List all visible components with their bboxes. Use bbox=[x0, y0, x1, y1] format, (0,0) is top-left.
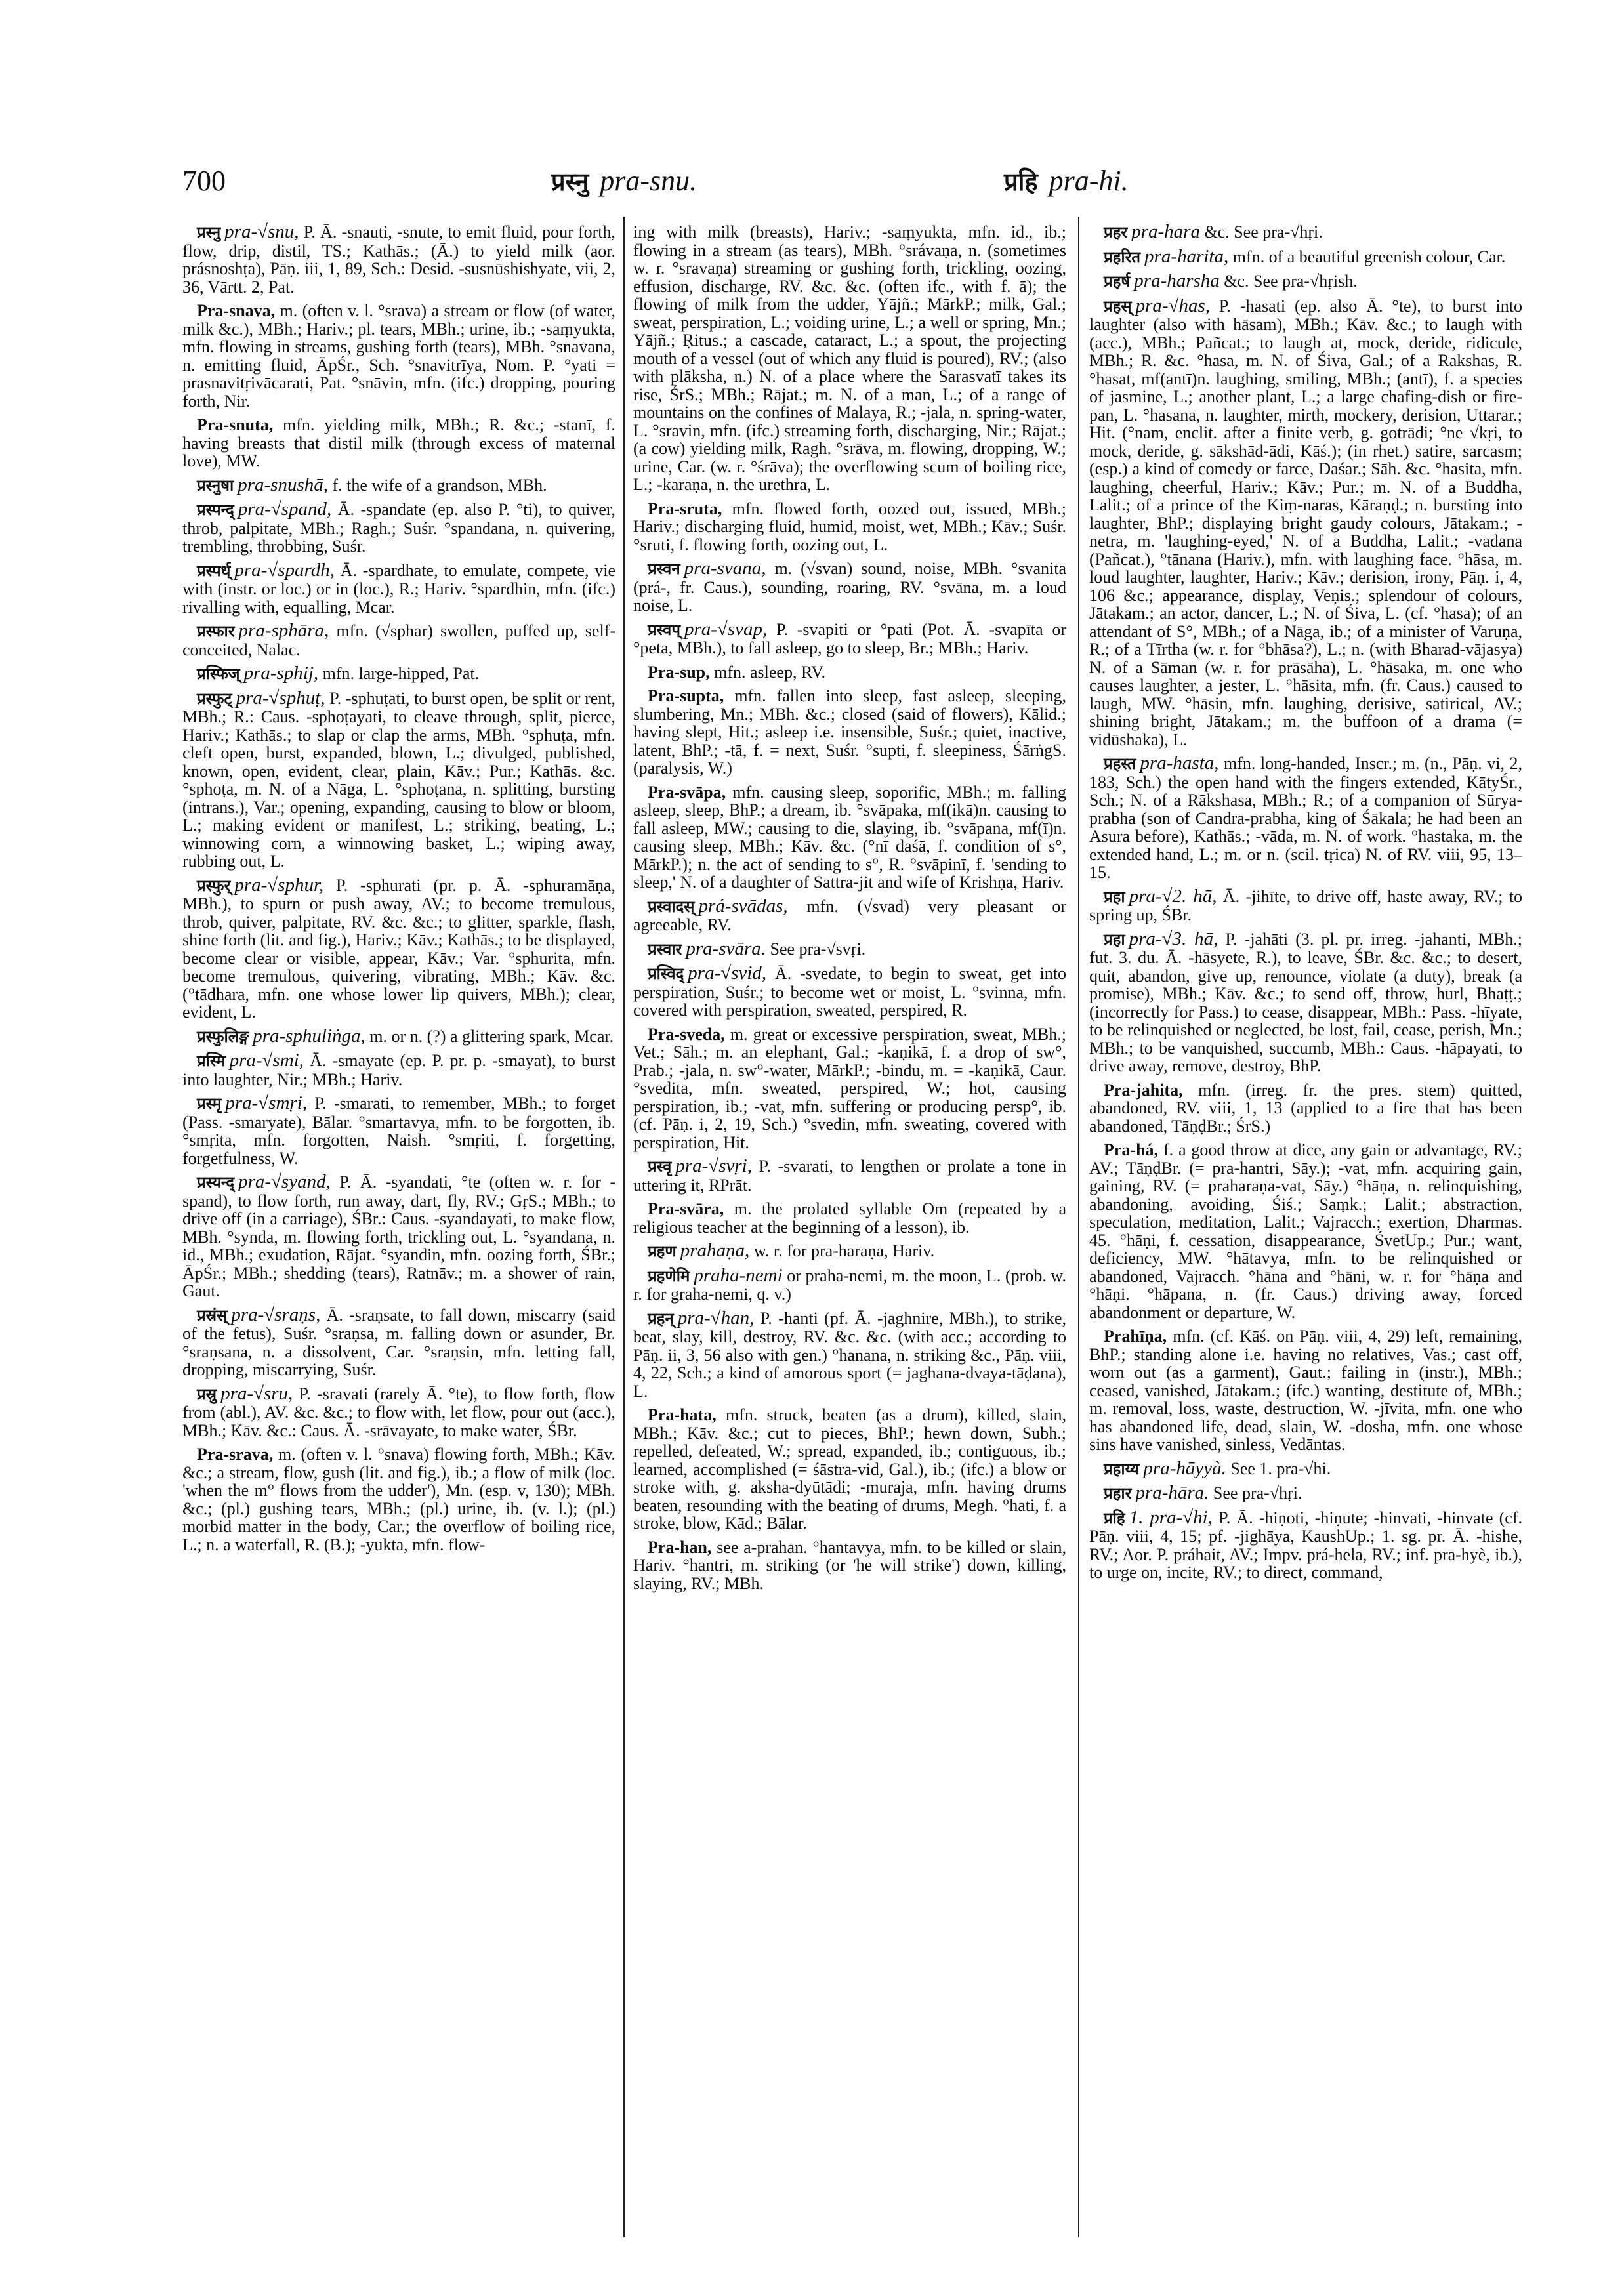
page-number: 700 bbox=[182, 165, 226, 197]
dictionary-subentry bbox=[1089, 1141, 1522, 1321]
entry-definition: P. -sphuṭati, to burst open, be split or rent, MBh.; R.: Caus. -sphoṭayati, to cleave through, split, pierce, Hariv.; Kathās.; to slap or clap the arms, MBh. °sphuṭa, mfn. cleft open, burst, expanded, blown, L.; divulged, published, known, open, evident, clear, plain, Kāv.; Pur.; Kathās. &c. °sphoṭa, m. N. of a Nāga, L. °sphoṭana, n. splitting, bursting (intrans.), Var.; opening, expanding, causing to blow or bloom, L.; making evident or manifest, L.; striking, beating, L.; winnowing corn, a winnowing basket, L.; wiping away, rubbing out, L. bbox=[182, 688, 615, 871]
entry-definition: mfn. yielding milk, MBh.; R. &c.; -stanī, f. having breasts that distil milk (through excess of maternal love), MW. bbox=[182, 415, 616, 470]
entry-definition: mfn. flowed forth, oozed out, issued, MBh.; Hariv.; discharging fluid, humid, moist, wet, MBh.; Kāv.; Suśr. °sruti, f. flowing forth, oozing out, L. bbox=[633, 499, 1066, 554]
headword-transliteration: pra-√sphuṭ, bbox=[236, 687, 325, 709]
dictionary-entry bbox=[1089, 1457, 1522, 1479]
dictionary-entry bbox=[182, 501, 615, 556]
subentry-headword: Pra-snava, bbox=[197, 301, 276, 320]
headword-transliteration: 1. pra-√hi, bbox=[1129, 1506, 1213, 1528]
dictionary-entry bbox=[1089, 272, 1522, 291]
running-head-devanagari: प्रस्नु bbox=[551, 167, 589, 196]
headword-devanagari: प्रस्मि bbox=[197, 1052, 226, 1070]
entry-definition: P. -sphurati (pr. p. Ā. -sphuramāṇa, MBh.), to spurn or push away, AV.; to become tremulous, throb, quiver, palpitate, RV. &c. &c.; to glitter, sparkle, flash, shine forth (lit. and fig.), Hariv.; Kāv.; Kathās.; to be displayed, become clear or visible, appear, Kāv.; Var. °sphurita, mfn. become tremulous, quivering, vibrating, MBh.; Kāv. &c. (°tādhara, mfn. one whose lower lip quivers, MBh.); clear, evident, L. bbox=[182, 875, 616, 1022]
headword-devanagari: प्रहाय्य bbox=[1104, 1459, 1140, 1478]
headword-devanagari: प्रहस्त bbox=[1104, 755, 1136, 773]
headword-transliteration: pra-sphuliṅga, bbox=[253, 1025, 365, 1046]
subentry-headword: Prahīṇa, bbox=[1104, 1327, 1167, 1346]
headword-devanagari: प्रस्वन bbox=[648, 560, 680, 578]
headword-transliteration: pra-hara bbox=[1131, 221, 1200, 242]
headword-devanagari: प्रस्रु bbox=[197, 1384, 217, 1403]
subentry-headword: Pra-svāra, bbox=[648, 1199, 724, 1218]
headword-devanagari: प्रस्पन्द् bbox=[197, 501, 234, 519]
entry-definition: m. the prolated syllable Om (repeated by a religious teacher at the beginning of a lesson), ib. bbox=[633, 1199, 1066, 1237]
subentry-headword: Pra-svāpa, bbox=[648, 782, 726, 802]
dictionary-subentry bbox=[633, 1406, 1066, 1533]
column-divider bbox=[623, 217, 625, 2237]
subentry-headword: Pra-hata, bbox=[648, 1405, 717, 1424]
headword-devanagari: प्रस्वादस् bbox=[648, 897, 695, 916]
headword-transliteration: prahaṇa, bbox=[680, 1240, 750, 1261]
headword-transliteration: prá-svādas, bbox=[698, 895, 788, 917]
dictionary-entry bbox=[182, 1027, 615, 1046]
entry-definition: Ā. -spardhate, to emulate, compete, vie with (instr. or loc.) or in (loc.), R.; Hariv. °spardhin, mfn. (ifc.) rivalling with, equalling, Mcar. bbox=[182, 560, 615, 617]
dictionary-entry bbox=[182, 1173, 615, 1300]
headword-devanagari: प्रहि bbox=[1104, 1508, 1125, 1527]
dictionary-entry bbox=[633, 618, 1066, 657]
headword-transliteration: pra-√sphur, bbox=[234, 874, 324, 896]
entry-definition: P. -jahāti (3. pl. pr. irreg. -jahanti, MBh.; fut. 3. du. Ā. -hāsyete, R.), to leave, ŚBr. &c. &c.; to desert, quit, abandon, give up, renounce, violate (a duty), break (a promise), MBh.; Kāv. &c.; to send off, throw, hurl, Bhaṭṭ.; (incorrectly for Pass.) to cease, disappear, MBh.: Pass. -hīyate, to be relinquished or neglected, be lost, fail, cease, perish, Mn.; MBh.; to be vanquished, succumb, MBh.: Caus. -hāpayati, to drive away, remove, destroy, BhP. bbox=[1089, 929, 1523, 1075]
dictionary-entry-continued bbox=[633, 223, 1066, 494]
headword-transliteration: pra-√sru, bbox=[220, 1382, 293, 1404]
column-2 bbox=[633, 223, 1066, 1598]
headword-transliteration: pra-sphāra, bbox=[238, 620, 329, 641]
dictionary-entry bbox=[182, 559, 615, 617]
entry-definition: or praha-nemi, m. the moon, L. (prob. w. r. for graha-nemi, q. v.) bbox=[633, 1266, 1067, 1304]
headword-devanagari: प्रस्रंस् bbox=[197, 1306, 228, 1325]
dictionary-subentry bbox=[633, 1539, 1066, 1593]
headword-transliteration: pra-svāra. bbox=[686, 938, 766, 959]
headword-transliteration: pra-hāyyà. bbox=[1143, 1457, 1226, 1479]
entry-definition: P. -sravati (rarely Ā. °te), to flow forth, flow from (abl.), AV. &c. &c.; to flow with, let flow, pour out (acc.), MBh.; Kāv. &c.: Caus. Ā. -srāvayate, to make water, ŚBr. bbox=[182, 1384, 615, 1440]
dictionary-entry bbox=[182, 665, 615, 684]
subentry-headword: Pra-sveda, bbox=[648, 1024, 725, 1044]
dictionary-entry bbox=[1089, 297, 1522, 749]
subentry-headword: Pra-supta, bbox=[648, 686, 724, 705]
entry-definition: Ā. -smayate (ep. P. pr. p. -smayat), to burst into laughter, Nir.; MBh.; Hariv. bbox=[182, 1051, 615, 1089]
entry-definition: ing with milk (breasts), Hariv.; -saṃyukta, mfn. id., ib.; flowing in a stream (as tears), MBh. °srávaṇa, n. (sometimes w. r. °sravaṇa) streaming or gushing forth, trickling, oozing, effusion, discharge, RV. &c. &c. (often ifc., with f. ā); the flowing of milk from the udder, Yājñ.; MārkP.; milk, Gal.; sweat, perspiration, L.; voiding urine, L.; a well or spring, Mn.; Yājñ.; Ṛitus.; a cascade, cataract, L.; a spout, the projecting mouth of a vessel (out of which any fluid is poured), RV.; (also with plāksha, n.) N. of a place where the Sarasvatī takes its rise, ŚrS.; MBh.; Rājat.; m. N. of a man, L.; of a range of mountains on the confines of Malaya, R.; -jala, n. spring-water, L. °sravin, mfn. (ifc.) streaming forth, discharging, Nir.; Rājat.; (a cow) yielding milk, Ragh. °srāva, m. flowing, dropping, W.; urine, Car. (w. r. °śrāva); the overflowing scum of boiling rice, L.; -karaṇa, n. the urethra, L. bbox=[633, 222, 1066, 494]
dictionary-entry bbox=[1089, 885, 1523, 924]
entry-definition: see a-prahan. °hantavya, mfn. to be killed or slain, Hariv. °hantri, m. striking (or 'he will strike') down, killing, slaying, RV.; MBh. bbox=[633, 1537, 1067, 1593]
dictionary-subentry bbox=[633, 500, 1066, 554]
headword-transliteration: pra-√smi, bbox=[229, 1050, 304, 1071]
headword-transliteration: pra-sphij, bbox=[243, 663, 319, 684]
entry-definition: f. the wife of a grandson, MBh. bbox=[332, 475, 547, 495]
entry-definition: mfn. of a beautiful greenish colour, Car. bbox=[1232, 247, 1506, 266]
entry-definition: Ā. -spandate (ep. also P. °ti), to quiver, throb, palpitate, MBh.; Ragh.; Suśr. °spandana, n. quivering, trembling, throbbing, Suśr. bbox=[182, 500, 615, 556]
dictionary-subentry bbox=[633, 1200, 1066, 1236]
entry-definition: See pra-√svṛi. bbox=[770, 939, 866, 959]
entry-definition: mfn. (√svad) very pleasant or agreeable, RV. bbox=[633, 896, 1066, 934]
headword-transliteration: pra-snushā, bbox=[238, 474, 328, 495]
entry-definition: See 1. pra-√hi. bbox=[1230, 1458, 1331, 1478]
entry-definition: mfn. (√sphar) swollen, puffed up, self-conceited, Nalac. bbox=[182, 621, 615, 659]
dictionary-entry bbox=[633, 964, 1066, 1020]
dictionary-entry bbox=[182, 622, 615, 659]
dictionary-subentry bbox=[182, 1445, 615, 1554]
headword-devanagari: प्रहस् bbox=[1104, 297, 1132, 316]
headword-transliteration: pra-√spand, bbox=[238, 499, 332, 520]
entry-definition: &c. See pra-√hṛi. bbox=[1204, 222, 1323, 241]
headword-transliteration: pra-√snu, bbox=[224, 221, 299, 242]
entry-definition: See pra-√hṛi. bbox=[1213, 1483, 1302, 1502]
dictionary-subentry bbox=[1089, 1081, 1522, 1136]
dictionary-subentry bbox=[633, 783, 1066, 892]
entry-definition: m. great or excessive perspiration, sweat, MBh.; Vet.; Sāh.; m. an elephant, Gal.; -kaṇikā, f. a drop of sw°, Prab.; -jala, n. sw°-water, MārkP.; -bindu, m. = -kaṇikā, Caur. °svedita, mfn. sweated, perspired, W.; hot, causing perspiration, ib.; -vat, mfn. suffering or producing persp°, ib. (cf. Pāṇ. i, 2, 19, Sch.) °svedin, mfn. sweating, covered with perspiration, Hit. bbox=[633, 1024, 1066, 1152]
dictionary-subentry bbox=[1089, 1327, 1522, 1454]
entry-definition: P. Ā. -snauti, -snute, to emit fluid, pour forth, flow, drip, distil, TS.; Kathās.; (Ā.) to yield milk (aor. prásnoshṭa), Pāṇ. iii, 1, 89, Sch.: Desid. -susnūshishyate, vii, 2, 36, Vārtt. 2, Pat. bbox=[182, 222, 615, 297]
entry-definition: P. Ā. -hiṇoti, -hiṇute; -hinvati, -hinvate (cf. Pāṇ. viii, 4, 15; pf. -jighāya, KaushUp.; 1. sg. pr. Ā. -hishe, RV.; Aor. P. práhait, AV.; Impv. prá-hela, RV.; inf. pra-hyè, ib.), to urge on, incite, RV.; to direct, command, bbox=[1089, 1508, 1522, 1582]
headword-devanagari: प्रस्फुलिङ्ग bbox=[197, 1027, 249, 1046]
dictionary-entry bbox=[1089, 245, 1522, 267]
entry-definition: Ā. -svedate, to begin to sweat, get into perspiration, Suśr.; to become wet or moist, L. °svinna, mfn. covered with perspiration, sweated, perspired, R. bbox=[633, 964, 1066, 1020]
running-head-transliteration: pra-hi. bbox=[1049, 165, 1129, 197]
dictionary-entry bbox=[633, 1242, 1066, 1261]
entry-definition: mfn. long-handed, Inscr.; m. (n., Pāṇ. vi, 2, 183, Sch.) the open hand with the fingers extended, KātyŚr., Sch.; N. of a Rākshasa, MBh.; R.; of a companion of Sūrya-prabha (son of Candra-prabha, king of Śākala; he had been an Asura before), Kathās.; -vāda, m. N. of work. °hastaka, m. the extended hand, L.; m. or n. (scil. tṛica) N. of RV. viii, 95, 13–15. bbox=[1089, 754, 1523, 882]
headword-transliteration: pra-svana, bbox=[684, 558, 766, 579]
dictionary-subentry bbox=[182, 302, 615, 410]
entry-definition: mfn. causing sleep, soporific, MBh.; m. falling asleep, sleep, BhP.; a dream, ib. °svāpaka, mf(ikā)n. causing to fall asleep, MW.; causing to die, slaying, ib. °svāpana, mf(ī)n. causing sleep, MBh.; Kāv. &c. (°nī daśā, f. condition of s°, MārkP.); n. the act of sending to s°, R. °svāpinī, f. 'sending to sleep,' N. of a daughter of Sattra-jit and wife of Krishṇa, Hariv. bbox=[633, 782, 1066, 892]
entry-definition: mfn. (irreg. fr. the pres. stem) quitted, abandoned, RV. viii, 1, 13 (applied to a fire that has been abandoned, TāṇḍBr.; ŚrS.) bbox=[1089, 1080, 1523, 1136]
entry-definition: mfn. struck, beaten (as a drum), killed, slain, MBh.; Kāv. &c.; cut to pieces, BhP.; hewn down, Subh.; repelled, defeated, W.; spread, expanded, ib.; contiguous, ib.; learned, accomplished (= śāstra-vid, Gal.), ib.; (ifc.) a blow or stroke with, g. aksha-dyūtādi; -muraja, mfn. having drums beaten, resounding with the beating of drums, Megh. °hati, f. a stroke, blow, Kād.; Bālar. bbox=[633, 1405, 1067, 1533]
column-3 bbox=[1089, 223, 1522, 1588]
subentry-headword: Pra-snuta, bbox=[197, 415, 274, 434]
entry-definition: m. or n. (?) a glittering spark, Mcar. bbox=[369, 1026, 614, 1046]
headword-devanagari: प्रस्नु bbox=[197, 223, 221, 241]
headword-devanagari: प्रस्नुषा bbox=[197, 476, 234, 495]
subentry-headword: Pra-jahita, bbox=[1104, 1080, 1183, 1100]
dictionary-entry bbox=[182, 476, 615, 495]
headword-devanagari: प्रस्फार bbox=[197, 622, 235, 640]
headword-devanagari: प्रस्पर्ध् bbox=[197, 561, 231, 580]
headword-devanagari: प्रस्फुट् bbox=[197, 689, 232, 708]
column-divider bbox=[1078, 217, 1079, 2237]
headword-devanagari: प्रहरित bbox=[1104, 247, 1141, 266]
headword-devanagari: प्रहन् bbox=[648, 1309, 674, 1328]
entry-definition: P. Ā. -syandati, °te (often w. r. for -spand), to flow forth, run away, dart, fly, RV.; GṛS.; MBh.; to drive off (in a carriage), ŚBr.: Caus. -syandayati, to make flow, MBh. °synda, m. flowing forth, trickling out, L. °syandana, n. id., MBh.; exudation, Rājat. °syandin, mfn. oozing forth, ŚBr.; ĀpŚr.; MBh.; shedding (tears), Ratnāv.; m. a shower of rain, Gaut. bbox=[182, 1172, 616, 1300]
dictionary-subentry bbox=[182, 416, 615, 470]
subentry-headword: Pra-sup, bbox=[648, 662, 710, 682]
headword-devanagari: प्रस्यन्द् bbox=[197, 1173, 235, 1191]
entry-definition: P. -hanti (pf. Ā. -jaghnire, MBh.), to strike, beat, slay, kill, destroy, RV. &c. &c. (with acc.; according to Pāṇ. ii, 3, 56 also with gen.) °hanana, n. striking &c., Pāṇ. viii, 4, 22, Sch.; a kind of amorous sport (= jaghana-dvaya-tāḍana), L. bbox=[633, 1308, 1067, 1401]
dictionary-entry bbox=[1089, 223, 1522, 242]
headword-transliteration: pra-√2. hā, bbox=[1129, 885, 1217, 907]
entry-definition: Ā. -jihīte, to drive off, haste away, RV.; to spring up, ŚBr. bbox=[1089, 886, 1523, 924]
entry-definition: &c. See pra-√hṛish. bbox=[1224, 272, 1358, 291]
running-head-transliteration: pra-snu. bbox=[600, 165, 697, 197]
headword-devanagari: प्रहण bbox=[648, 1242, 677, 1260]
dictionary-entry bbox=[182, 223, 615, 296]
dictionary-entry bbox=[1089, 755, 1522, 882]
headword-transliteration: pra-√svid, bbox=[688, 962, 767, 983]
subentry-headword: Pra-han, bbox=[648, 1537, 712, 1557]
entry-definition: P. -smarati, to remember, MBh.; to forget (Pass. -smaryate), Bālar. °smartavya, mfn. to be forgotten, ib. °smṛita, mfn. forgotten, Naish. °smṛiti, f. forgetting, forgetfulness, W. bbox=[182, 1094, 615, 1168]
dictionary-entry bbox=[182, 1306, 615, 1379]
dictionary-entry bbox=[1089, 1506, 1522, 1582]
dictionary-subentry bbox=[633, 687, 1066, 777]
entry-definition: f. a good throw at dice, any gain or advantage, RV.; AV.; TāṇḍBr. (= pra-hantri, Sāy.); -vat, mfn. acquiring gain, gaining, RV. (= praharaṇa-vat, Sāy.) °hāṇa, n. relinquishing, abandoning, avoiding, Śiś.; Saṃk.; Lalit.; abstraction, speculation, meditation, Lalit.; Vajracch.; exertion, Dharmas. 45. °hāṇi, f. cessation, disappearance, ŚvetUp.; Pur.; want, deficiency, MW. °hātavya, mfn. to be relinquished or abandoned, Vajracch. °hāna and °hāni, w. r. for °hāṇa and °hāṇi. °hāpana, n. (fr. Caus.) driving away, forced abandonment or departure, W. bbox=[1089, 1140, 1522, 1322]
headword-devanagari: प्रस्मृ bbox=[197, 1094, 222, 1113]
headword-transliteration: pra-√3. hā, bbox=[1129, 928, 1218, 949]
running-head-devanagari: प्रहि bbox=[1004, 167, 1038, 196]
headword-devanagari: प्रस्वार bbox=[648, 940, 682, 959]
entry-definition: mfn. fallen into sleep, fast asleep, sleeping, slumbering, Mn.; MBh. &c.; closed (said of flowers), Kālid.; having slept, Hit.; asleep i.e. insensible, Suśr.; quiet, inactive, latent, BhP.; -tā, f. = next, Suśr. °supti, f. sleepiness, ŚārṅgS. (paralysis, W.) bbox=[633, 686, 1066, 777]
dictionary-entry bbox=[182, 1094, 615, 1167]
headword-transliteration: pra-√smṛi, bbox=[225, 1092, 308, 1113]
running-head-first-entry bbox=[551, 164, 697, 198]
headword-devanagari: प्रहार bbox=[1104, 1484, 1132, 1502]
dictionary-entry bbox=[633, 560, 1066, 615]
headword-transliteration: pra-√spardh, bbox=[234, 559, 335, 581]
subentry-headword: Pra-sruta, bbox=[648, 499, 722, 518]
entry-definition: P. -svarati, to lengthen or prolate a tone in uttering it, RPrāt. bbox=[633, 1157, 1067, 1195]
column-1 bbox=[182, 223, 615, 1560]
entry-definition: m. (√svan) sound, noise, MBh. °svanita (prá-, fr. Caus.), sounding, roaring, RV. °svāna, m. a loud noise, L. bbox=[633, 559, 1066, 615]
subentry-headword: Pra-há, bbox=[1104, 1140, 1159, 1159]
entry-definition: w. r. for pra-haraṇa, Hariv. bbox=[753, 1241, 935, 1260]
dictionary-entry bbox=[1089, 930, 1522, 1075]
dictionary-entry bbox=[182, 1052, 615, 1088]
headword-transliteration: pra-harsha bbox=[1134, 270, 1220, 291]
headword-transliteration: pra-√sraṇs, bbox=[231, 1304, 321, 1325]
headword-transliteration: pra-harita, bbox=[1144, 245, 1229, 267]
dictionary-entry bbox=[633, 1307, 1067, 1401]
dictionary-entry bbox=[633, 940, 1066, 959]
headword-devanagari: प्रस्फिज् bbox=[197, 665, 240, 683]
running-head-last-entry bbox=[1004, 164, 1129, 198]
headword-devanagari: प्रहा bbox=[1104, 887, 1125, 906]
headword-devanagari: प्रस्विद् bbox=[648, 964, 684, 983]
dictionary-entry bbox=[1089, 1484, 1522, 1503]
subentry-headword: Pra-srava, bbox=[197, 1445, 274, 1464]
dictionary-entry bbox=[633, 895, 1066, 934]
headword-transliteration: pra-hasta, bbox=[1140, 753, 1219, 774]
dictionary-subentry bbox=[633, 663, 1066, 682]
entry-definition: P. -svapiti or °pati (Pot. Ā. -svapīta or °peta, MBh.), to fall asleep, go to sleep, Br.; MBh.; Hariv. bbox=[633, 619, 1066, 657]
headword-devanagari: प्रस्वृ bbox=[648, 1157, 672, 1176]
dictionary-entry bbox=[182, 874, 616, 1022]
entry-definition: Ā. -sraṇsate, to fall down, miscarry (said of the fetus), Suśr. °sraṇsa, m. falling down or asunder, Br. °sraṇsana, n. a dissolvent, Car. °sraṇsin, mfn. letting fall, dropping, miscarrying, Suśr. bbox=[182, 1305, 615, 1379]
dictionary-entry bbox=[633, 1157, 1066, 1194]
dictionary-subentry bbox=[633, 1025, 1066, 1152]
headword-devanagari: प्रहा bbox=[1104, 930, 1125, 949]
dictionary-entry bbox=[182, 1382, 615, 1440]
entry-definition: mfn. (cf. Kāś. on Pāṇ. viii, 4, 29) left, remaining, BhP.; standing alone i.e. having no relatives, Vas.; cast off, worn out (as a garment), Gaut.; failing in (instr.), MBh.; ceased, vanished, Jātakam.; (ifc.) wanting, destitute of, MBh.; m. removal, loss, waste, destruction, W. -jīvita, mfn. one who has abandoned life, dead, slain, W. -dosha, mfn. one whose sins have vanished, sinless, Vedāntas. bbox=[1089, 1327, 1522, 1454]
headword-transliteration: pra-√han, bbox=[677, 1307, 755, 1329]
entry-definition: mfn. asleep, RV. bbox=[714, 662, 826, 682]
dictionary-entry bbox=[182, 687, 615, 871]
entry-definition: mfn. large-hipped, Pat. bbox=[322, 664, 480, 683]
headword-transliteration: pra-√svap, bbox=[684, 618, 768, 640]
headword-devanagari: प्रस्फुर् bbox=[197, 876, 231, 895]
headword-transliteration: pra-hāra. bbox=[1135, 1482, 1209, 1503]
dictionary-entry bbox=[633, 1264, 1067, 1304]
headword-devanagari: प्रस्वप् bbox=[648, 620, 680, 639]
headword-transliteration: pra-√svṛi, bbox=[675, 1155, 752, 1176]
headword-transliteration: pra-√has, bbox=[1135, 295, 1211, 316]
headword-devanagari: प्रहर bbox=[1104, 223, 1128, 241]
entry-definition: P. -hasati (ep. also Ā. °te), to burst into laughter (also with hāsam), MBh.; Kāv. &c.; to laugh with (acc.), MBh.; Pañcat.; to laugh at, mock, deride, ridicule, MBh.; R. &c. °hasa, m. N. of Śiva, Gal.; of a Rakshas, R. °hasat, mf(antī)n. laughing, smiling, MBh.; (antī), f. a species of jasmine, L.; another plant, L.; a large chafing-dish or fire-pan, L. °hasana, n. laughter, mirth, mockery, derision, Uttarar.; Hit. (°nam, enclit. after a finite verb, g. gotrādi; °ne √kṛi, to mock, deride, g. sākshād-ādi, Kāś.); (in rhet.) satire, sarcasm; (esp.) a kind of comedy or farce, Daśar.; Sāh. &c. °hasita, mfn. laughing, cheerful, Hariv.; Kāv.; Pur.; m. N. of a Buddha, Lalit.; of a prince of the Kiṃ-naras, Kāraṇḍ.; n. bursting into laughter, BhP.; displaying bright gaudy colours, Jātakam.; -netra, m. 'laughing-eyed,' N. of a Buddha, Lalit.; -vadana (Pañcat.), °tānana (Hariv.), mfn. with laughing face. °hāsa, m. loud laughter, laughter, Hariv.; Kāv.; derision, irony, Pāṇ. i, 4, 106 &c.; appearance, display, Veṇis.; splendour of colours, Jātakam.; an actor, dancer, L.; N. of Śiva, L. (cf. °hasa); of an attendant of S°, MBh.; of a Nāga, ib.; of a minister of Varuṇa, R.; of a Tīrtha (w. r. for °bhāsa?), L.; n. (with Bharad-vājasya) N. of a Sāman (w. r. for prāsāha), L. °hāsaka, m. one who causes laughter, a jester, L. °hāsita, mfn. (fr. Caus.) caused to laugh, MW. °hāsin, mfn. laughing, derisive, satirical, AV.; shining bright, Jātakam.; m. the buffoon of a drama (= vidūshaka), L. bbox=[1089, 296, 1522, 749]
headword-transliteration: praha-nemi bbox=[694, 1264, 783, 1286]
headword-transliteration: pra-√syand, bbox=[238, 1171, 331, 1192]
entry-definition: m. (often v. l. °snava) flowing forth, MBh.; Kāv. &c.; a stream, flow, gush (lit. and fig.), ib.; a flow of milk (loc. 'when the m° flows from the udder'), Mn. (esp. v, 130); MBh. &c.; (pl.) gushing tears, MBh.; (pl.) urine, ib. (v. l.); (pl.) morbid matter in the body, Car.; the overflow of boiling rice, L.; n. a waterfall, R. (B.); -yukta, mfn. flow- bbox=[182, 1445, 616, 1554]
headword-devanagari: प्रहर्ष bbox=[1104, 272, 1131, 291]
headword-devanagari: प्रहणेमि bbox=[648, 1266, 690, 1285]
entry-definition: m. (often v. l. °srava) a stream or flow (of water, milk &c.), MBh.; Hariv.; pl. tears, MBh.; urine, ib.; -saṃyukta, mfn. flowing in streams, gushing forth (tears), MBh. °snavana, n. emitting fluid, ĀpŚr., Sch. °snavitrīya, Nom. P. °yati = prasnavitṛivācarati, Pat. °snāvin, mfn. (ifc.) dropping, pouring forth, Nir. bbox=[182, 301, 615, 411]
